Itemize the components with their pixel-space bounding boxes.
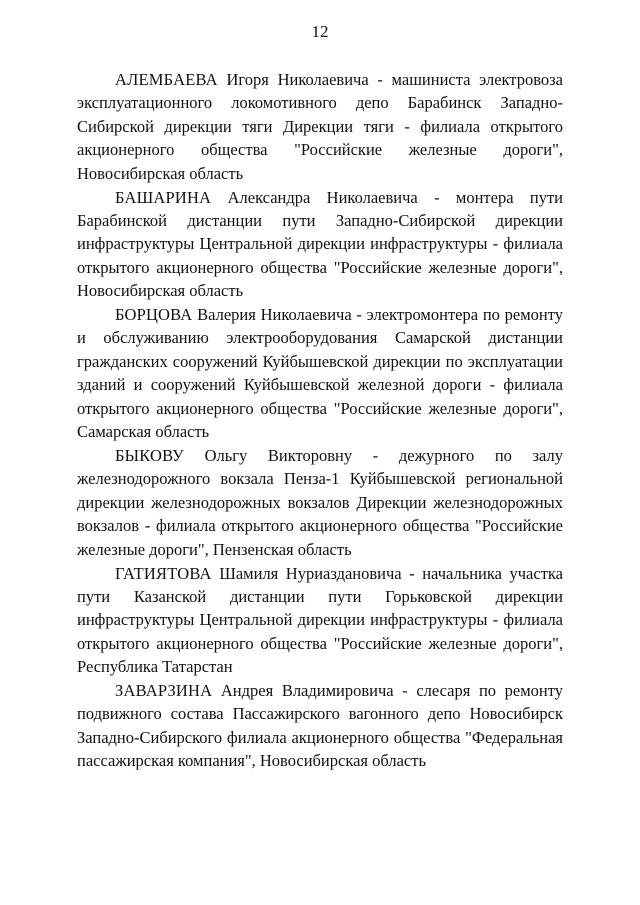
- list-item: [77, 562, 563, 679]
- list-item: [77, 68, 563, 185]
- list-item: [77, 444, 563, 561]
- entry-text: Александра Николаевича - монтера пути Барабинской дистанции пути Западно-Сибирской дирекции инфраструктуры Центральной дирекции инфраструктуры - филиала открытого акционерного общества "Российские железные дороги", Новосибирская область: [77, 187, 563, 301]
- list-item: [77, 303, 563, 443]
- page-number: 12: [311, 22, 329, 41]
- entry-text: Валерия Николаевича - электромонтера по ремонту и обслуживанию электрооборудования Самарской дистанции гражданских сооружений Куйбышевской дирекции по эксплуатации зданий и сооружений Куйбышевской железной дороги - филиала открытого акционерного общества "Российские железные дороги", Самарская область: [77, 305, 563, 442]
- list-item: [77, 679, 563, 773]
- entry-text: Андрея Владимировича - слесаря по ремонту подвижного состава Пассажирского вагонного депо Новосибирск Западно-Сибирского филиала акционерного общества "Федеральная пассажирская компания", Новосибирская область: [77, 681, 563, 771]
- surname: ГАТИЯТОВА: [115, 563, 212, 583]
- surname: БЫКОВУ: [115, 446, 184, 465]
- entry-text: Шамиля Нуриаздановича - начальника участка пути Казанской дистанции пути Горьковской дирекции инфраструктуры Центральной дирекции инфраструктуры - филиала открытого акционерного общества "Российские железные дороги", Республика Татарстан: [77, 563, 563, 677]
- entry-text: Ольгу Викторовну - дежурного по залу железнодорожного вокзала Пенза-1 Куйбышевской региональной дирекции железнодорожных вокзалов Дирекции железнодорожных вокзалов - филиала открытого акционерного общества "Российские железные дороги", Пензенская область: [77, 446, 563, 559]
- entry-text: Игоря Николаевича - машиниста электровоза эксплуатационного локомотивного депо Барабинск Западно-Сибирской дирекции тяги Дирекции тяги - филиала открытого акционерного общества "Российские железные дороги", Новосибирская область: [77, 70, 563, 183]
- surname: АЛЕМБАЕВА: [115, 70, 218, 89]
- list-item: [77, 186, 563, 303]
- surname: ЗАВАРЗИНА: [115, 681, 213, 701]
- surname: БОРЦОВА: [115, 305, 193, 325]
- award-list: [77, 68, 563, 773]
- surname: БАШАРИНА: [115, 187, 212, 207]
